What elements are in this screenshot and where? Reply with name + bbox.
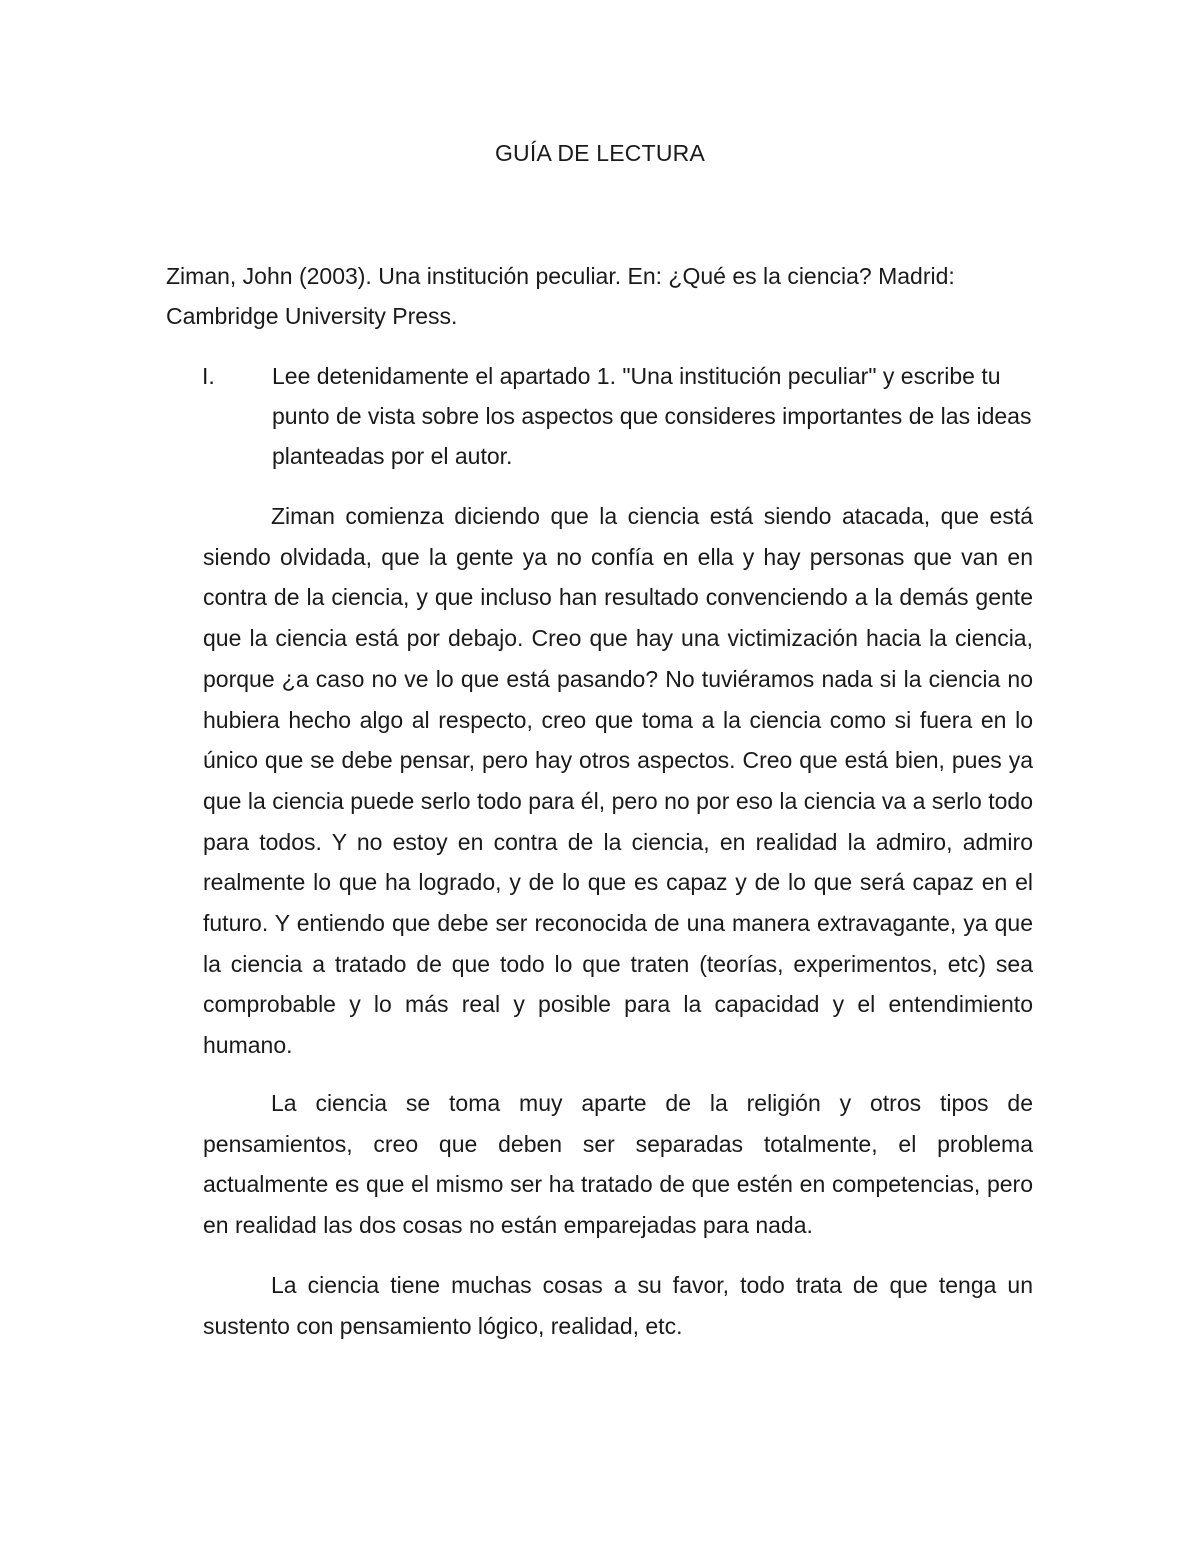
answer-paragraph-2: La ciencia se toma muy aparte de la religión y otros tipos de pensamientos, creo que deben ser separadas totalmente, el problema actualmente es que el mismo ser ha tratado de que estén en competencias, pero en realidad las dos cosas no están emparejadas para nada. (203, 1090, 1033, 1238)
answer-paragraph-3: La ciencia tiene muchas cosas a su favor, todo trata de que tenga un sustento con pensamiento lógico, realidad, etc. (203, 1272, 1033, 1339)
bibliographic-reference: Ziman, John (2003). Una institución peculiar. En: ¿Qué es la ciencia? Madrid: Cambridge University Press. (166, 263, 955, 329)
question-number: I. (202, 363, 215, 389)
question-text: Lee detenidamente el apartado 1. "Una institución peculiar" y escribe tu punto de vista sobre los aspectos que consideres importantes de las ideas planteadas por el autor. (272, 363, 1032, 469)
answer-paragraph-1: Ziman comienza diciendo que la ciencia está siendo atacada, que está siendo olvidada, que la gente ya no confía en ella y hay personas que van en contra de la ciencia, y que incluso han resultado convenciendo a la demás gente que la ciencia está por debajo. Creo que hay una victimización hacia la ciencia, porque ¿a caso no ve lo que está pasando? No tuviéramos nada si la ciencia no hubiera hecho algo al respecto, creo que toma a la ciencia como si fuera en lo único que se debe pensar, pero hay otros aspectos. Creo que está bien, pues ya que la ciencia puede serlo todo para él, pero no por eso la ciencia va a serlo todo para todos. Y no estoy en contra de la ciencia, en realidad la admiro, admiro realmente lo que ha logrado, y de lo que es capaz y de lo que será capaz en el futuro. Y entiendo que debe ser reconocida de una manera extravagante, ya que la ciencia a tratado de que todo lo que traten (teorías, experimentos, etc) sea comprobable y lo más real y posible para la capacidad y el entendimiento humano. (203, 503, 1033, 1059)
document-title: GUÍA DE LECTURA (494, 140, 706, 166)
